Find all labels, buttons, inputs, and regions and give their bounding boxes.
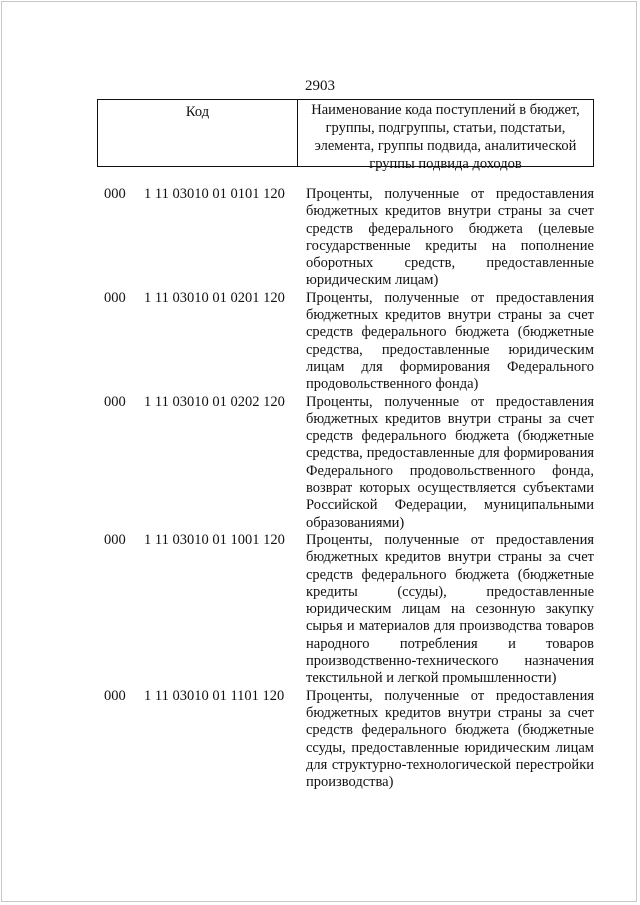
row-description: Проценты, полученные от предоставления бюджетных кредитов внутри страны за счет средств федерального бюджета (бюджетные средства, предоставленные юридическим лицам для формирования Федерального продовольственного фонда) bbox=[306, 289, 594, 393]
row-admin-code: 000 bbox=[104, 531, 126, 548]
table-row bbox=[104, 290, 594, 394]
row-description: Проценты, полученные от предоставления бюджетных кредитов внутри страны за счет средств федерального бюджета (целевые государственные кредиты на пополнение оборотных средств, предоставленные юридическим лицам) bbox=[306, 186, 594, 289]
table-row bbox=[104, 394, 594, 532]
header-name-label: Наименование кода поступлений в бюджет, группы, подгруппы, статьи, подстатьи, элемента, группы подвида, аналитической группы подвида доходов bbox=[311, 102, 580, 172]
table-body bbox=[104, 186, 594, 791]
row-income-code: 1 11 03010 01 0101 120 bbox=[144, 186, 285, 202]
table-row bbox=[104, 186, 594, 290]
row-description: Проценты, полученные от предоставления бюджетных кредитов внутри страны за счет средств федерального бюджета (бюджетные средства, предоставленные для формирования Федерального продовольственного фонда, возврат которых осуществляется субъектами Российской Федерации, муниципальными образованиями) bbox=[306, 393, 594, 531]
table-row bbox=[104, 532, 594, 688]
header-code-label: Код bbox=[98, 100, 298, 166]
row-description: Проценты, полученные от предоставления бюджетных кредитов внутри страны за счет средств федерального бюджета (бюджетные ссуды, предоставленные юридическим лицам для структурно-технологической перестройки производства) bbox=[306, 687, 594, 791]
row-admin-code: 000 bbox=[104, 393, 126, 410]
table-header bbox=[97, 99, 594, 172]
table-row bbox=[104, 688, 594, 792]
row-admin-code: 000 bbox=[104, 186, 126, 202]
row-admin-code: 000 bbox=[104, 687, 126, 704]
row-admin-code: 000 bbox=[104, 289, 126, 306]
row-income-code: 1 11 03010 01 0202 120 bbox=[144, 393, 285, 410]
page-number: 2903 bbox=[305, 78, 335, 94]
row-income-code: 1 11 03010 01 1001 120 bbox=[144, 531, 285, 548]
row-income-code: 1 11 03010 01 1101 120 bbox=[144, 687, 285, 704]
row-income-code: 1 11 03010 01 0201 120 bbox=[144, 289, 285, 306]
row-description: Проценты, полученные от предоставления бюджетных кредитов внутри страны за счет средств федерального бюджета (бюджетные кредиты (ссуды), предоставленные юридическим лицам на сезонную закупку сырья и материалов для производства товаров народного потребления и товаров производственно-технического назначения текстильной и легкой промышленности) bbox=[306, 531, 594, 687]
